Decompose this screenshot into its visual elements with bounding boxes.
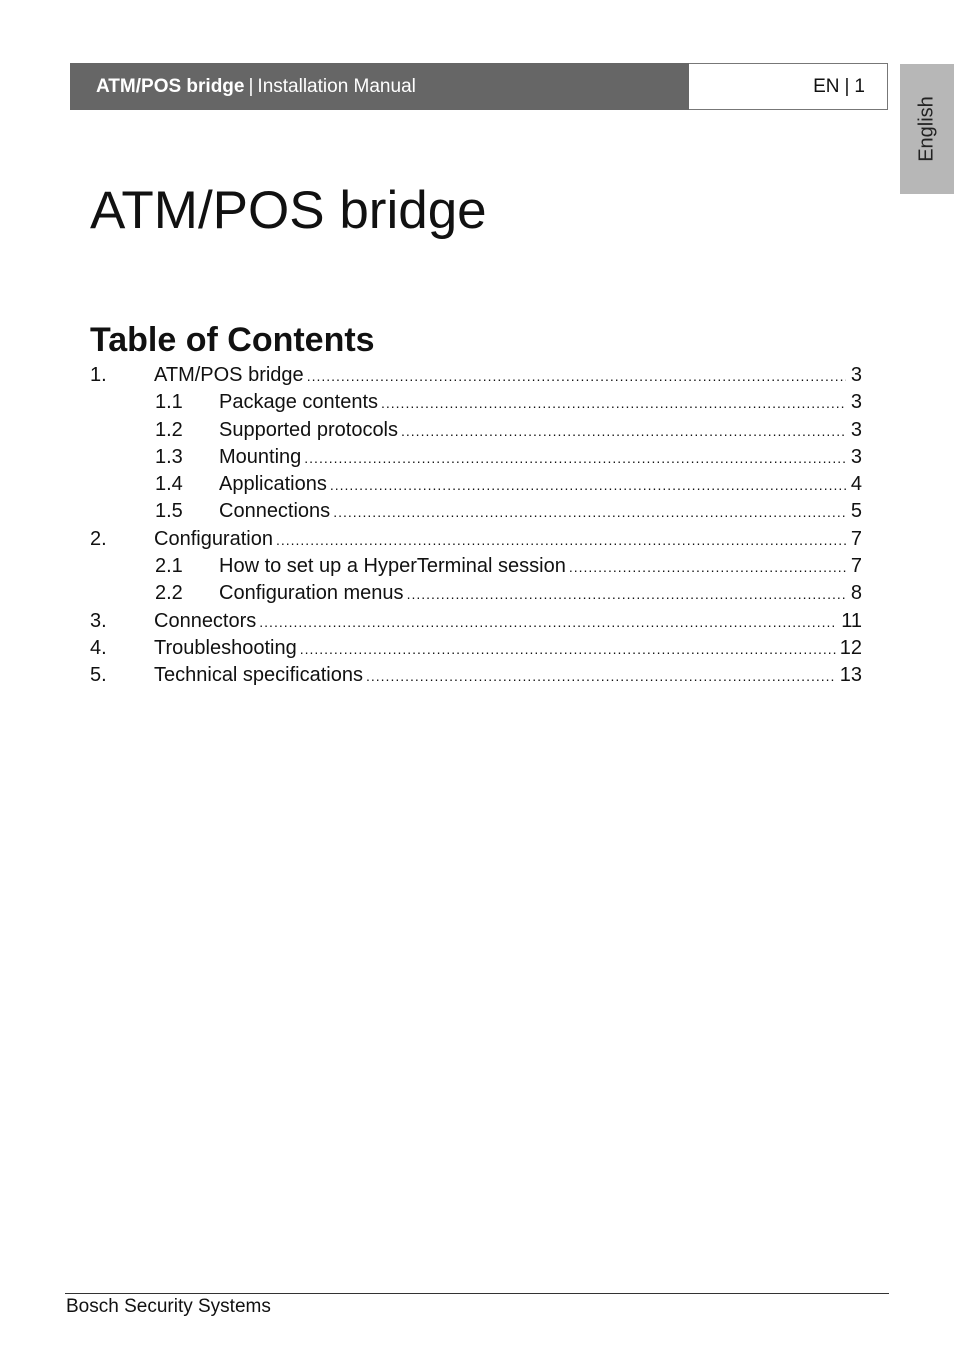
document-title: ATM/POS bridge	[90, 181, 487, 240]
toc-entry-label: Connectors	[154, 609, 257, 632]
toc-entry[interactable]	[90, 526, 862, 553]
toc-entry-label: Configuration	[154, 527, 273, 550]
toc-entry[interactable]	[90, 580, 862, 607]
toc-leader-dots	[259, 609, 837, 636]
toc-entry[interactable]	[90, 362, 862, 389]
toc-entry[interactable]	[90, 389, 862, 416]
toc-entry-number: 1.2	[155, 418, 183, 441]
toc-entry-label: Technical specifications	[154, 664, 363, 687]
toc-entry-number: 3.	[90, 609, 107, 632]
toc-heading: Table of Contents	[90, 321, 375, 359]
toc-entry-label: Package contents	[219, 391, 378, 414]
toc-entry[interactable]	[90, 553, 862, 580]
toc-entry[interactable]	[90, 662, 862, 689]
toc-entry-page: 3	[850, 364, 862, 386]
toc-leader-dots	[300, 636, 836, 663]
language-tab-label: English	[915, 96, 938, 162]
toc-entry-number: 1.4	[155, 473, 183, 496]
toc-entry[interactable]	[90, 417, 862, 444]
toc-leader-dots	[330, 472, 846, 499]
toc-entry-page: 12	[839, 636, 862, 659]
toc-entry-number: 1.5	[155, 500, 183, 523]
running-header	[70, 63, 689, 110]
toc-entry-label: Applications	[219, 473, 327, 496]
toc-entry-number: 1.	[90, 364, 107, 386]
toc-entry-label: Troubleshooting	[154, 636, 297, 659]
toc-entry-label: ATM/POS bridge	[154, 364, 304, 386]
toc-entry-page: 7	[850, 555, 862, 578]
toc-entry-number: 5.	[90, 664, 107, 687]
toc-entry-page: 3	[850, 418, 862, 441]
footer-company: Bosch Security Systems	[66, 1296, 271, 1317]
toc-entry-number: 2.	[90, 527, 107, 550]
toc-leader-dots	[569, 554, 846, 581]
toc-entry-page: 7	[850, 527, 862, 550]
toc-entry-page: 8	[850, 582, 862, 605]
toc-entry[interactable]	[90, 498, 862, 525]
toc-entry-label: Mounting	[219, 445, 302, 468]
toc-leader-dots	[276, 527, 846, 554]
toc-entry-number: 2.2	[155, 582, 183, 605]
toc-leader-dots	[401, 418, 846, 445]
header-language-code: EN	[813, 75, 840, 97]
table-of-contents	[90, 362, 862, 690]
language-tab	[900, 64, 954, 194]
toc-entry-page: 11	[841, 609, 862, 632]
toc-entry-label: Connections	[219, 500, 331, 523]
toc-leader-dots	[304, 445, 846, 472]
toc-leader-dots	[407, 581, 846, 608]
toc-leader-dots	[307, 363, 846, 390]
toc-entry-number: 1.1	[155, 391, 183, 414]
toc-entry[interactable]	[90, 608, 862, 635]
header-separator: |	[248, 75, 254, 97]
toc-entry-number: 4.	[90, 636, 107, 659]
toc-leader-dots	[381, 390, 846, 417]
toc-entry-label: How to set up a HyperTerminal session	[219, 555, 566, 578]
toc-entry-number: 2.1	[155, 555, 183, 578]
footer-divider	[65, 1293, 889, 1294]
toc-entry-page: 5	[850, 500, 862, 523]
header-product-name: ATM/POS bridge	[96, 75, 245, 97]
toc-entry[interactable]	[90, 444, 862, 471]
toc-leader-dots	[366, 663, 836, 690]
toc-entry-page: 13	[839, 664, 862, 687]
header-page-box	[689, 63, 888, 110]
header-page-separator: |	[844, 75, 850, 97]
header-manual-type: Installation Manual	[257, 75, 416, 97]
toc-entry-page: 3	[850, 445, 862, 468]
toc-entry-page: 4	[850, 473, 862, 496]
toc-leader-dots	[333, 499, 846, 526]
toc-entry-page: 3	[850, 391, 862, 414]
toc-entry-label: Supported protocols	[219, 418, 399, 441]
toc-entry[interactable]	[90, 471, 862, 498]
toc-entry-number: 1.3	[155, 445, 183, 468]
header-page-number: 1	[854, 75, 865, 97]
toc-entry-label: Configuration menus	[219, 582, 404, 605]
toc-entry[interactable]	[90, 635, 862, 662]
